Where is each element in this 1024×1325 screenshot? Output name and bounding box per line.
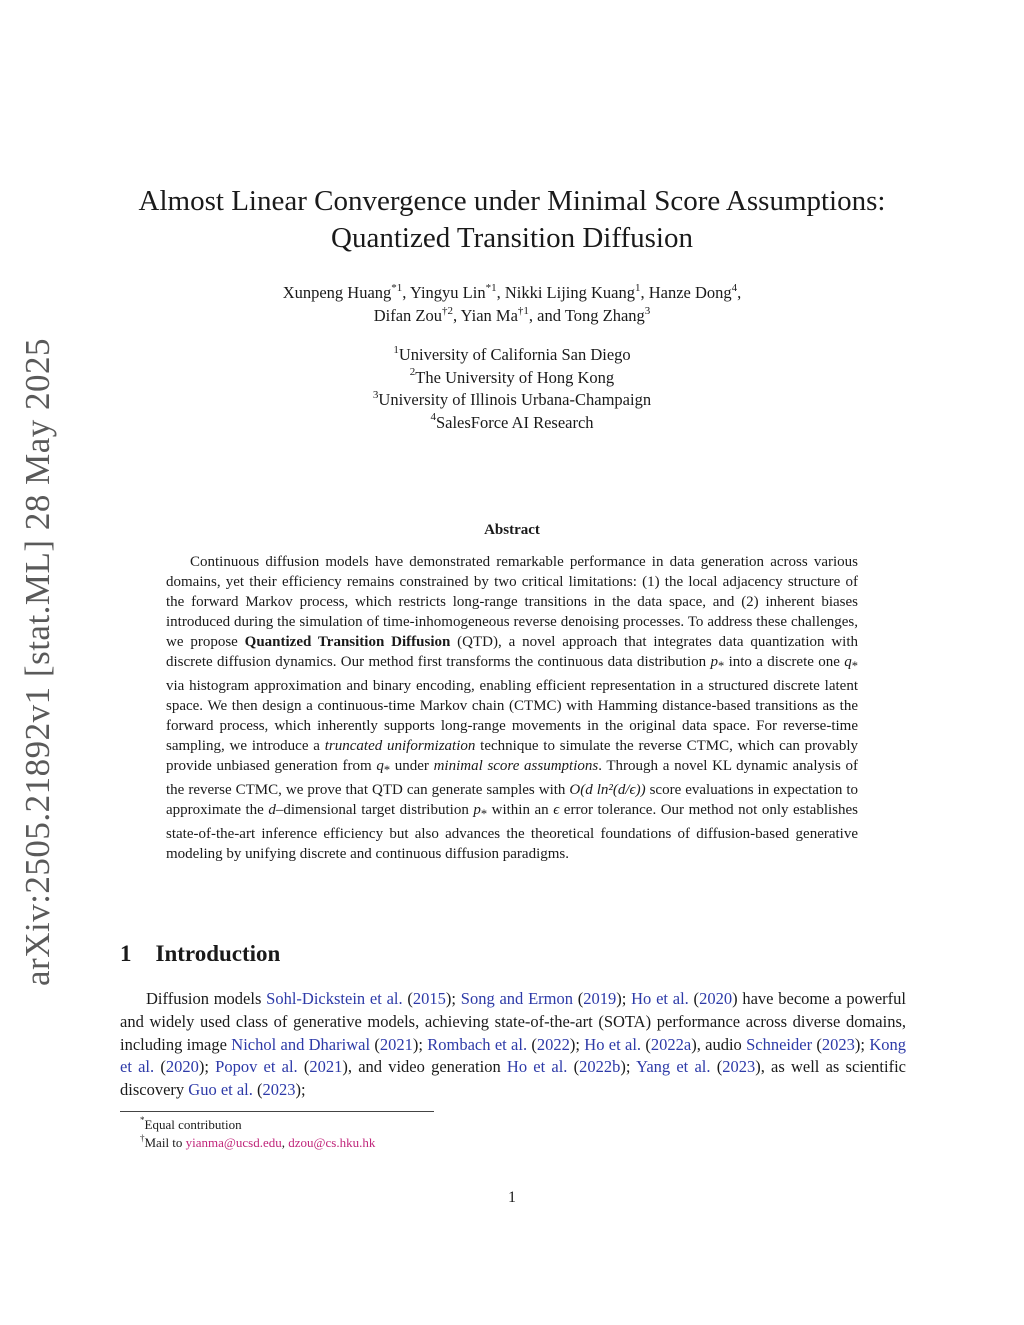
citation-link[interactable]: Guo et al.: [188, 1080, 253, 1100]
citation-year-link[interactable]: 2020: [165, 1057, 199, 1077]
citation-year-link[interactable]: 2020: [699, 989, 733, 1008]
email-link[interactable]: dzou@cs.hku.hk: [288, 1135, 376, 1150]
author-list: [140, 281, 884, 327]
email-link[interactable]: yianma@ucsd.edu: [185, 1135, 282, 1150]
affiliation: $^1$University of California San Diego: [393, 343, 631, 364]
footnote-rule: [120, 1111, 434, 1112]
section-heading: [120, 941, 280, 967]
author: Xunpeng Huang: [282, 283, 392, 302]
citation-year-link[interactable]: 2022: [536, 1034, 570, 1054]
affiliations: [200, 344, 824, 434]
author: Nikki Lijing Kuang: [504, 283, 635, 302]
paper-title: [100, 183, 924, 257]
citation-link[interactable]: Ho et al.: [584, 1034, 642, 1054]
citation-link[interactable]: Ho et al.: [631, 989, 689, 1008]
author: Difan Zou: [373, 306, 442, 325]
affiliation: $^3$University of Illinois Urbana-Champaign: [372, 388, 652, 409]
section-title: Introduction: [155, 941, 281, 966]
citation-year-link[interactable]: 2023: [262, 1080, 296, 1100]
title-line-2: Quantized Transition Diffusion: [331, 222, 693, 254]
author-line-1: Xunpeng Huang$^{*1}$, Yingyu Lin$^{*1}$, Nikki Lijing Kuang$^1$, Hanze Dong$^4$,: [282, 281, 742, 302]
page-number: 1: [508, 1189, 516, 1206]
citation-link[interactable]: Schneider: [746, 1034, 813, 1054]
citation-link[interactable]: Rombach et al.: [427, 1034, 528, 1054]
citation-year-link[interactable]: 2021: [379, 1034, 413, 1054]
abstract-heading: Abstract: [484, 522, 540, 538]
author: Tong Zhang: [564, 306, 645, 325]
citation-link[interactable]: Song and Ermon: [460, 989, 573, 1008]
title-line-1: Almost Linear Convergence under Minimal Score Assumptions:: [138, 185, 886, 217]
citation-year-link[interactable]: 2021: [309, 1057, 343, 1077]
arxiv-stamp: arXiv:2505.21892v1 [stat.ML] 28 May 2025: [18, 338, 58, 986]
affiliation: $^2$The University of Hong Kong: [409, 366, 615, 387]
citation-year-link[interactable]: 2023: [722, 1057, 756, 1077]
footnote-mail: †Mail to yianma@ucsd.edu, dzou@cs.hku.hk: [140, 1132, 376, 1150]
citation-year-link[interactable]: 2023: [821, 1034, 855, 1054]
citation-year-link[interactable]: 2022b: [579, 1057, 621, 1077]
intro-paragraph: Diffusion models Sohl-Dickstein et al. (2015); Song and Ermon (2019); Ho et al. (2020) have become a powerful and widely used class of generative models, achieving state-of-the-art (SOTA) performance across diverse domains, including image Nichol and Dhariwal (2021); Rombach et al. (2022); Ho et al. (2022a), audio Schneider (2023); Kong et al. (2020); Popov et al. (2021), and video generation Ho et al. (2022b); Yang et al. (2023), as well as scientific discovery Guo et al. (2023);: [120, 989, 907, 1100]
affiliation: $^4$SalesForce AI Research: [430, 411, 594, 432]
author: Hanze Dong: [648, 283, 732, 302]
author: Yian Ma: [460, 306, 518, 325]
citation-link[interactable]: Ho et al.: [506, 1057, 568, 1077]
author: Yingyu Lin: [409, 283, 486, 302]
citation-year-link[interactable]: 2019: [583, 989, 617, 1008]
abstract-body: Continuous diffusion models have demonstrated remarkable performance in data generation across various domains, yet their efficiency remains constrained by two critical limitations: (1) the local adjacency structure of the forward Markov process, which restricts long-range transitions in the data space, and (2) inherent biases introduced during the simulation of time-inhomogeneous reverse denoising processes. To address these challenges, we propose Quantized Transition Diffusion (QTD), a novel approach that integrates data quantization with discrete diffusion dynamics. Our method first transforms the continuous data distribution $p_*$ into a discrete one $q_*$ via histogram approximation and binary encoding, enabling efficient representation in a structured discrete latent space. We then design a continuous-time Markov chain (CTMC) with Hamming distance-based transitions as the forward process, which inherently supports long-range movements in the original data space. For reverse-time sampling, we introduce a truncated uniformization technique to simulate the reverse CTMC, which can provably provide unbiased generation from $q_*$ under minimal score assumptions. Through a novel KL dynamic analysis of the reverse CTMC, we prove that QTD can generate samples with O(d ln²(d/ϵ)) score evaluations in expectation to approximate the d–dimensional target distribution $p_*$ within an ϵ error tolerance. Our method not only establishes state-of-the-art inference efficiency but also advances the theoretical foundations of diffusion-based generative modeling by unifying discrete and continuous diffusion paradigms.: [166, 554, 859, 862]
citation-year-link[interactable]: 2022a: [650, 1034, 692, 1054]
citation-link[interactable]: Sohl-Dickstein et al.: [266, 989, 403, 1008]
citation-link[interactable]: Yang et al.: [636, 1057, 711, 1077]
citation-link[interactable]: Kong et al.: [120, 1034, 906, 1077]
citation-year-link[interactable]: 2015: [412, 989, 446, 1008]
citation-link[interactable]: Popov et al.: [215, 1057, 298, 1077]
footnotes: [140, 1116, 740, 1152]
section-number: 1: [120, 941, 132, 966]
author-line-2: Difan Zou$^{\dagger 2}$, Yian Ma$^{\dagger 1}$, and Tong Zhang$^3$: [373, 304, 651, 325]
footnote-equal-contribution: *Equal contribution: [140, 1114, 242, 1132]
citation-link[interactable]: Nichol and Dhariwal: [231, 1034, 371, 1054]
